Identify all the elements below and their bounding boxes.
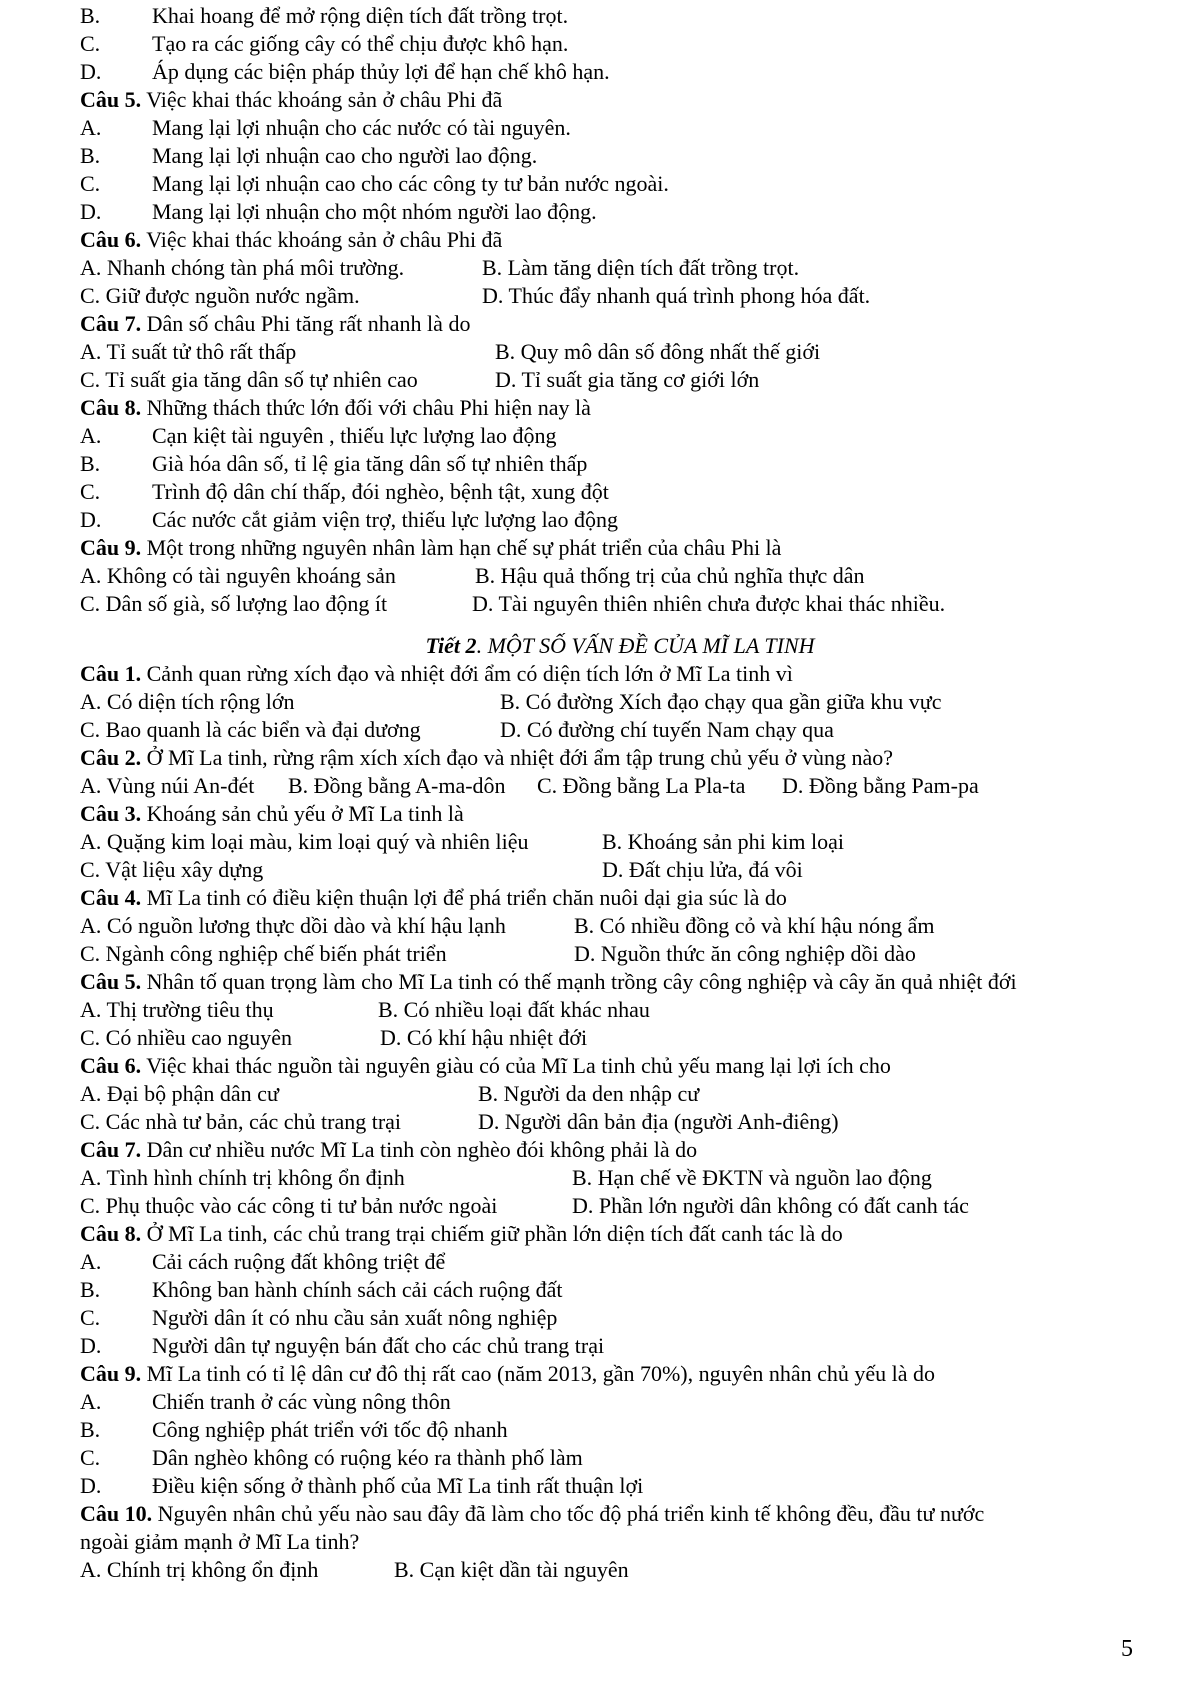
- option-a: A. Cạn kiệt tài nguyên , thiếu lực lượng lao động: [80, 423, 557, 448]
- option-row: C. Tỉ suất gia tăng dân số tự nhiên cao D. Tỉ suất gia tăng cơ giới lớn: [80, 367, 760, 392]
- option-row: A. Vùng núi An-đét B. Đồng bằng A-ma-dôn C. Đồng bằng La Pla-ta D. Đồng bằng Pam-pa: [80, 773, 979, 798]
- option-row: C. Có nhiều cao nguyên D. Có khí hậu nhiệt đới: [80, 1025, 588, 1050]
- option-d: D. Các nước cắt giảm viện trợ, thiếu lực lượng lao động: [80, 507, 618, 532]
- question-2: Câu 2. Ở Mĩ La tinh, rừng rậm xích xích đạo và nhiệt đới ẩm tập trung chủ yếu ở vùng nào?: [80, 745, 893, 770]
- question-10: Câu 10. Nguyên nhân chủ yếu nào sau đây đã làm cho tốc độ phá triển kinh tế không đều, đầu tư nước: [80, 1501, 985, 1526]
- option-row: C. Các nhà tư bản, các chủ trang trại D. Người dân bản địa (người Anh-điêng): [80, 1109, 839, 1134]
- question-9: Câu 9. Một trong những nguyên nhân làm hạn chế sự phát triển của châu Phi là: [80, 535, 782, 560]
- question-6: Câu 6. Việc khai thác khoáng sản ở châu Phi đã: [80, 227, 503, 252]
- option-row: A. Có diện tích rộng lớn B. Có đường Xích đạo chạy qua gần giữa khu vực: [80, 689, 942, 714]
- option-b: B. Công nghiệp phát triển với tốc độ nhanh: [80, 1417, 508, 1442]
- option-row: A. Có nguồn lương thực dồi dào và khí hậu lạnh B. Có nhiều đồng cỏ và khí hậu nóng ẩm: [80, 913, 935, 938]
- option-d: D. Áp dụng các biện pháp thủy lợi để hạn chế khô hạn.: [80, 59, 610, 84]
- question-6: Câu 6. Việc khai thác nguồn tài nguyên giàu có của Mĩ La tinh chủ yếu mang lại lợi ích cho: [80, 1053, 891, 1078]
- option-row: C. Phụ thuộc vào các công ti tư bản nước ngoài D. Phần lớn người dân không có đất canh tác: [80, 1193, 969, 1218]
- question-9: Câu 9. Mĩ La tinh có tỉ lệ dân cư đô thị rất cao (năm 2013, gần 70%), nguyên nhân chủ yếu là do: [80, 1361, 936, 1386]
- option-row: A. Quặng kim loại màu, kim loại quý và nhiên liệu B. Khoáng sản phi kim loại: [80, 829, 844, 854]
- question-10-continued: ngoài giảm mạnh ở Mĩ La tinh?: [80, 1529, 360, 1554]
- option-row: A. Nhanh chóng tàn phá môi trường. B. Làm tăng diện tích đất trồng trọt.: [80, 255, 800, 280]
- option-c: C. Người dân ít có nhu cầu sản xuất nông nghiệp: [80, 1305, 558, 1330]
- option-row: C. Vật liệu xây dựng D. Đất chịu lửa, đá vôi: [80, 857, 803, 882]
- option-a: A. Cải cách ruộng đất không triệt để: [80, 1249, 446, 1274]
- option-c: C. Mang lại lợi nhuận cao cho các công ty tư bản nước ngoài.: [80, 171, 669, 196]
- option-row: A. Không có tài nguyên khoáng sản B. Hậu quả thống trị của chủ nghĩa thực dân: [80, 563, 865, 588]
- option-b: B. Không ban hành chính sách cải cách ruộng đất: [80, 1277, 563, 1302]
- question-8: Câu 8. Ở Mĩ La tinh, các chủ trang trại chiếm giữ phần lớn diện tích đất canh tác là do: [80, 1221, 843, 1246]
- option-a: A. Chiến tranh ở các vùng nông thôn: [80, 1389, 451, 1414]
- question-7: Câu 7. Dân số châu Phi tăng rất nhanh là do: [80, 311, 471, 336]
- option-c: C. Dân nghèo không có ruộng kéo ra thành phố làm: [80, 1445, 583, 1470]
- section-heading: Tiết 2. MỘT SỐ VẤN ĐỀ CỦA MĨ LA TINH: [425, 633, 815, 658]
- option-row: C. Bao quanh là các biển và đại dương D. Có đường chí tuyến Nam chạy qua: [80, 717, 834, 742]
- option-d: D. Mang lại lợi nhuận cho một nhóm người lao động.: [80, 199, 597, 224]
- option-row: A. Tỉ suất tử thô rất thấp B. Quy mô dân số đông nhất thế giới: [80, 339, 821, 364]
- option-row: A. Chính trị không ổn định B. Cạn kiệt dần tài nguyên: [80, 1557, 629, 1582]
- option-row: C. Dân số già, số lượng lao động ít D. Tài nguyên thiên nhiên chưa được khai thác nhiều.: [80, 591, 946, 616]
- option-row: C. Ngành công nghiệp chế biến phát triển D. Nguồn thức ăn công nghiệp dồi dào: [80, 941, 916, 966]
- question-3: Câu 3. Khoáng sản chủ yếu ở Mĩ La tinh là: [80, 801, 464, 826]
- option-b: B. Già hóa dân số, tỉ lệ gia tăng dân số tự nhiên thấp: [80, 451, 588, 476]
- option-b: B. Khai hoang để mở rộng diện tích đất trồng trọt.: [80, 3, 569, 28]
- option-row: A. Đại bộ phận dân cư B. Người da den nhập cư: [80, 1081, 700, 1106]
- option-d: D. Người dân tự nguyện bán đất cho các chủ trang trại: [80, 1333, 605, 1358]
- option-b: B. Mang lại lợi nhuận cao cho người lao động.: [80, 143, 538, 168]
- document-page: [80, 2, 1140, 1584]
- question-8: Câu 8. Những thách thức lớn đối với châu Phi hiện nay là: [80, 395, 591, 420]
- question-5: Câu 5. Nhân tố quan trọng làm cho Mĩ La tinh có thế mạnh trồng cây công nghiệp và cây ăn quả nhiệt đới: [80, 969, 1017, 994]
- question-7: Câu 7. Dân cư nhiều nước Mĩ La tinh còn nghèo đói không phải là do: [80, 1137, 698, 1162]
- option-c: C. Tạo ra các giống cây có thể chịu được khô hạn.: [80, 31, 569, 56]
- option-a: A. Mang lại lợi nhuận cho các nước có tài nguyên.: [80, 115, 571, 140]
- option-d: D. Điều kiện sống ở thành phố của Mĩ La tinh rất thuận lợi: [80, 1473, 644, 1498]
- page-number: 5: [1121, 1636, 1133, 1662]
- question-1: Câu 1. Cảnh quan rừng xích đạo và nhiệt đới ẩm có diện tích lớn ở Mĩ La tinh vì: [80, 661, 793, 686]
- question-5: Câu 5. Việc khai thác khoáng sản ở châu Phi đã: [80, 87, 503, 112]
- option-c: C. Trình độ dân chí thấp, đói nghèo, bệnh tật, xung đột: [80, 479, 609, 504]
- option-row: A. Tình hình chính trị không ổn định B. Hạn chế về ĐKTN và nguồn lao động: [80, 1165, 932, 1190]
- question-4: Câu 4. Mĩ La tinh có điều kiện thuận lợi để phá triển chăn nuôi dại gia súc là do: [80, 885, 787, 910]
- option-row: A. Thị trường tiêu thụ B. Có nhiều loại đất khác nhau: [80, 997, 650, 1022]
- option-row: C. Giữ được nguồn nước ngầm. D. Thúc đẩy nhanh quá trình phong hóa đất.: [80, 283, 871, 308]
